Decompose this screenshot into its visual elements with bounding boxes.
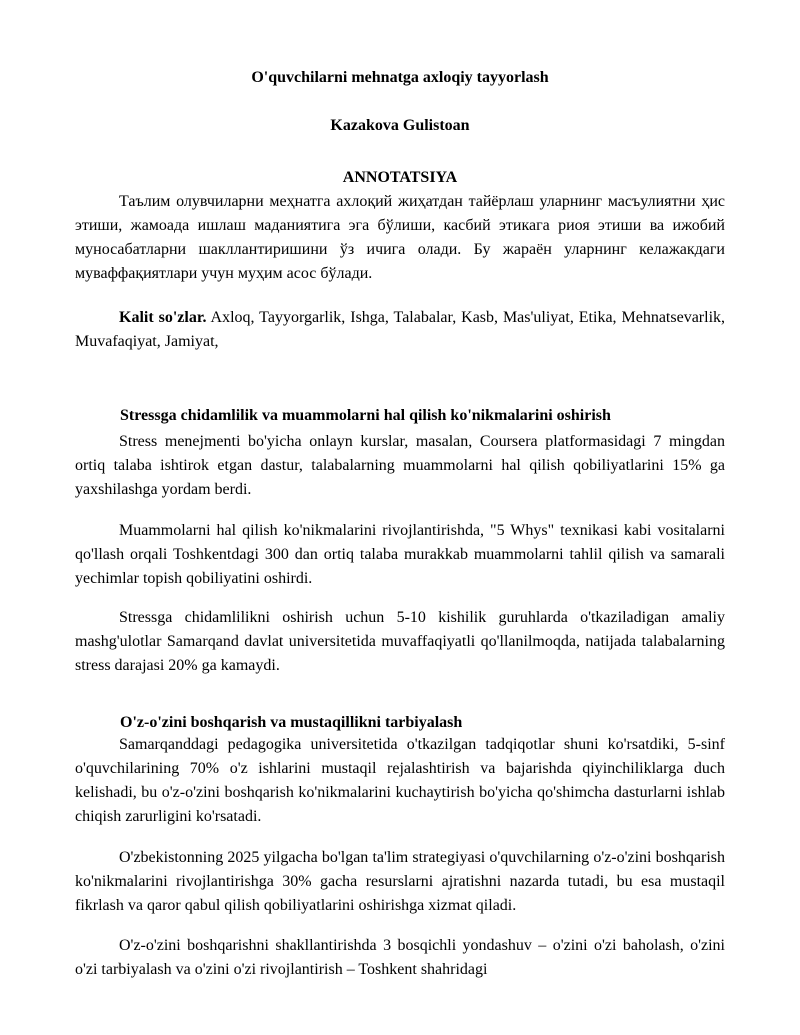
- section-heading-self-management: O'z-o'zini boshqarish va mustaqillikni tarbiyalash: [120, 714, 463, 731]
- section1-paragraph: Stress menejmenti bo'yicha onlayn kurslar, masalan, Coursera platformasidagi 7 mingdan ortiq talaba ishtirok etgan dastur, talabalarning muammolarni hal qilish qobiliyatlarini 15% ga yaxshilashga yordam berdi.: [75, 433, 725, 498]
- annotation-paragraph: Таълим олувчиларни меҳнатга ахлоқий жиҳатдан тайёрлаш уларнинг масъулиятни ҳис этиши, жамоада ишлаш маданиятига эга бўлиши, касбий этикага риоя этиши ва ижобий муносабатларни шакллантиришини ўз ичига олади. Бу жараён уларнинг келажакдаги муваффақиятлари учун муҳим асос бўлади.: [75, 193, 725, 282]
- keywords-label: Kalit so'zlar.: [119, 309, 207, 326]
- document-title: O'quvchilarni mehnatga axloqiy tayyorlash: [251, 69, 549, 86]
- section2-paragraph: Samarqanddagi pedagogika universitetida o'tkazilgan tadqiqotlar shuni ko'rsatdiki, 5-sinf o'quvchilarining 70% o'z ishlarini mustaqil rejalashtirish va bajarishda qiyinchiliklarga duch kelishadi, bu o'z-o'zini boshqarish ko'nikmalarini kuchaytirish bo'yicha qo'shimcha dasturlarni ishlab chiqish zarurligini ko'rsatadi.: [75, 736, 725, 825]
- keywords-paragraph: [75, 306, 725, 354]
- section1-paragraph: Stressga chidamlilikni oshirish uchun 5-10 kishilik guruhlarda o'tkaziladigan amaliy mashg'ulotlar Samarqand davlat universitetida muvaffaqiyatli qo'llanilmoqda, natijada talabalarning stress darajasi 20% ga kamaydi.: [75, 609, 725, 674]
- section-heading-stress: Stressga chidamlilik va muammolarni hal qilish ko'nikmalarini oshirish: [120, 407, 611, 424]
- section2-paragraph: O'z-o'zini boshqarishni shakllantirishda 3 bosqichli yondashuv – o'zini o'zi baholash, o'zini o'zi tarbiyalash va o'zini o'zi rivojlantirish – Toshkent shahridagi: [75, 937, 725, 978]
- section1-paragraph: Muammolarni hal qilish ko'nikmalarini rivojlantirishda, "5 Whys" texnikasi kabi vositalarni qo'llash orqali Toshkentdagi 300 dan ortiq talaba murakkab muammolarni tahlil qilish va samarali yechimlar topish qobiliyatini oshirdi.: [75, 522, 725, 587]
- author-name: Kazakova Gulistoan: [330, 117, 470, 134]
- section2-paragraph: O'zbekistonning 2025 yilgacha bo'lgan ta'lim strategiyasi o'quvchilarning o'z-o'zini boshqarish ko'nikmalarini rivojlantirishga 30% gacha resurslarni ajratishni nazarda tutadi, bu esa mustaqil fikrlash va qaror qabul qilish qobiliyatlarini oshirishga xizmat qiladi.: [75, 849, 725, 914]
- annotation-heading: ANNOTATSIYA: [342, 169, 458, 186]
- keywords-list: Axloq, Tayyorgarlik, Ishga, Talabalar, Kasb, Mas'uliyat, Etika, Mehnatsevarlik, Muvafaqiyat, Jamiyat,: [75, 309, 726, 350]
